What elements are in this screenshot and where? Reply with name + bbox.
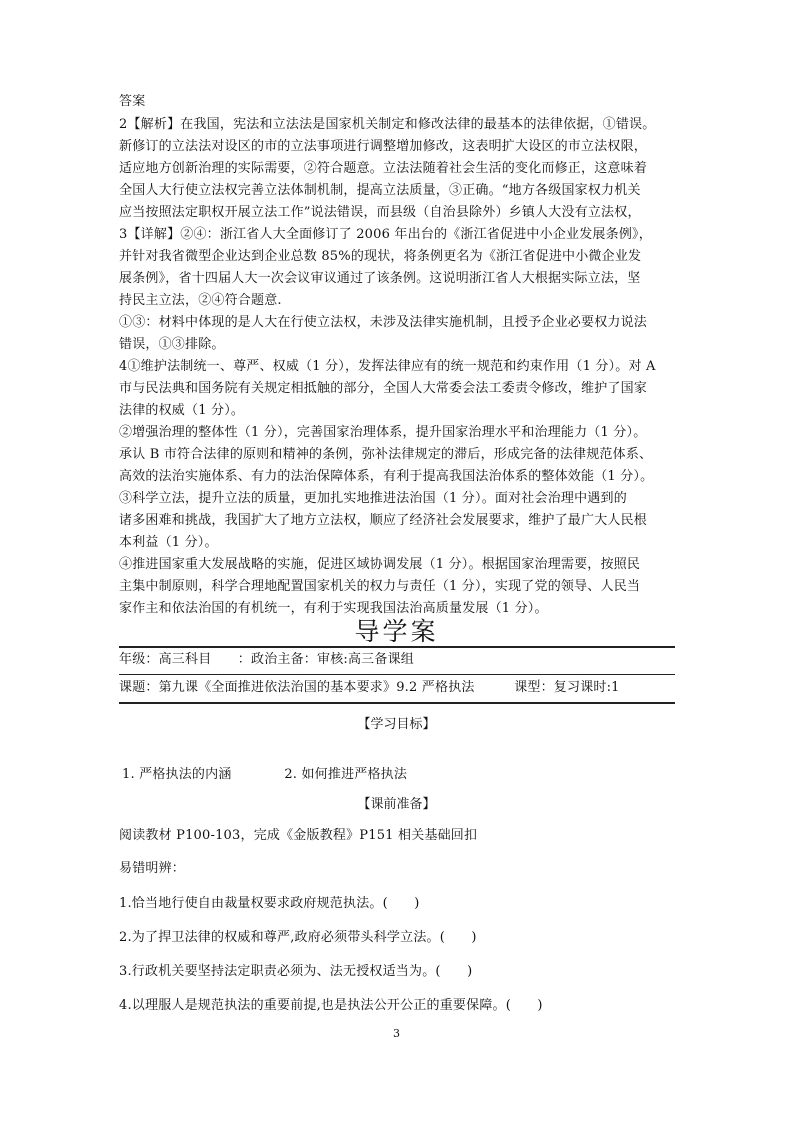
answer-line: 新修订的立法法对设区的市的立法事项进行调整增加修改，这表明扩大设区的市立法权限， xyxy=(119,139,648,154)
answer-line: 展条例》，省十四届人大一次会议审议通过了该条例。这说明浙江省人大根据实际立法，坚 xyxy=(119,271,641,286)
answer-heading: 答案 xyxy=(119,94,146,109)
answer-line: 持民主立法，②④符合题意. xyxy=(119,293,282,308)
answer-line: 承认 B 市符合法律的原则和精神的条例，弥补法律规定的滞后，形成完备的法律规范体系、 xyxy=(119,447,653,462)
prep-heading: 【课前准备】 xyxy=(357,797,436,812)
answer-line: 适应地方创新治理的实际需要，②符合题意。立法法随着社会生活的变化而修正，这意味着 xyxy=(119,161,648,176)
reading-text: 阅读教材 P100-103，完成《金版教程》P151 相关基础回扣 xyxy=(119,828,478,843)
lesson-rule xyxy=(119,702,675,704)
objectives-text: 1. 严格执法的内涵 2. 如何推进严格执法 xyxy=(122,767,408,782)
question-item: 2.为了捍卫法律的权威和尊严,政府必须带头科学立法。( ) xyxy=(119,930,477,945)
answer-line: 错误，①③排除。 xyxy=(119,337,225,352)
answer-line: ①③：材料中体现的是人大在行使立法权，未涉及法律实施机制，且授予企业必要权力说法 xyxy=(119,315,648,330)
answer-line: ④推进国家重大发展战略的实施，促进区域协调发展（1 分）。根据国家治理需要，按照民 xyxy=(119,557,641,572)
lesson-line: 课题：第九课《全面推进依法治国的基本要求》9.2 严格执法 课型：复习课时:1 xyxy=(119,680,620,695)
objectives-heading: 【学习目标】 xyxy=(357,717,436,732)
answer-line: 家作主和依法治国的有机统一，有利于实现我国法治高质量发展（1 分）。 xyxy=(119,601,548,616)
answer-line: 法律的权威（1 分）。 xyxy=(119,403,245,418)
title-rule xyxy=(119,646,675,648)
error-heading: 易错明辨： xyxy=(119,861,186,876)
answer-line: 全国人大行使立法权完善立法体制机制，提高立法质量，③正确。“地方各级国家权力机关 xyxy=(119,183,641,198)
answer-line: 诸多困难和挑战，我国扩大了地方立法权，顺应了经济社会发展要求，维护了最广大人民根 xyxy=(119,513,648,528)
answer-line: ③科学立法，提升立法的质量，更加扎实地推进法治国（1 分）。面对社会治理中遇到的 xyxy=(119,491,627,506)
answer-line: 高效的法治实施体系、有力的法治保障体系，有利于提高我国法治体系的整体效能（1 分）。 xyxy=(119,469,654,484)
answer-line: 2【解析】在我国，宪法和立法法是国家机关制定和修改法律的最基本的法律依据，①错误。 xyxy=(119,117,656,132)
question-item: 4.以理服人是规范执法的重要前提,也是执法公开公正的重要保障。( ) xyxy=(119,998,543,1013)
answer-line: 应当按照法定职权开展立法工作”说法错误，而县级（自治县除外）乡镇人大没有立法权， xyxy=(119,205,641,220)
guide-title: 导学案 xyxy=(354,617,439,646)
answer-line: 并针对我省微型企业达到企业总数 85%的现状，将条例更名为《浙江省促进中小微企业发 xyxy=(119,249,642,264)
answer-line: 本利益（1 分）。 xyxy=(119,535,218,550)
info-rule xyxy=(119,674,675,675)
page-number: 3 xyxy=(393,1027,400,1040)
answer-line: 4①维护法制统一、尊严、权威（1 分），发挥法律应有的统一规范和约束作用（1 分）。对 A xyxy=(119,359,656,374)
answer-line: ②增强治理的整体性（1 分），完善国家治理体系，提升国家治理水平和治理能力（1 分）。 xyxy=(119,425,647,440)
answer-line: 3【详解】②④：浙江省人大全面修订了 2006 年出台的《浙江省促进中小企业发展条例》， xyxy=(119,227,652,242)
answer-line: 市与民法典和国务院有关规定相抵触的部分，全国人大常委会法工委责令修改，维护了国家 xyxy=(119,381,648,396)
answer-line: 主集中制原则，科学合理地配置国家机关的权力与责任（1 分），实现了党的领导、人民当 xyxy=(119,579,641,594)
question-item: 1.恰当地行使自由裁量权要求政府规范执法。( ) xyxy=(119,896,420,911)
info-line: 年级：高三科目 ：政治主备：审核:高三备课组 xyxy=(119,652,414,667)
question-item: 3.行政机关要坚持法定职责必须为、法无授权适当为。( ) xyxy=(119,964,473,979)
